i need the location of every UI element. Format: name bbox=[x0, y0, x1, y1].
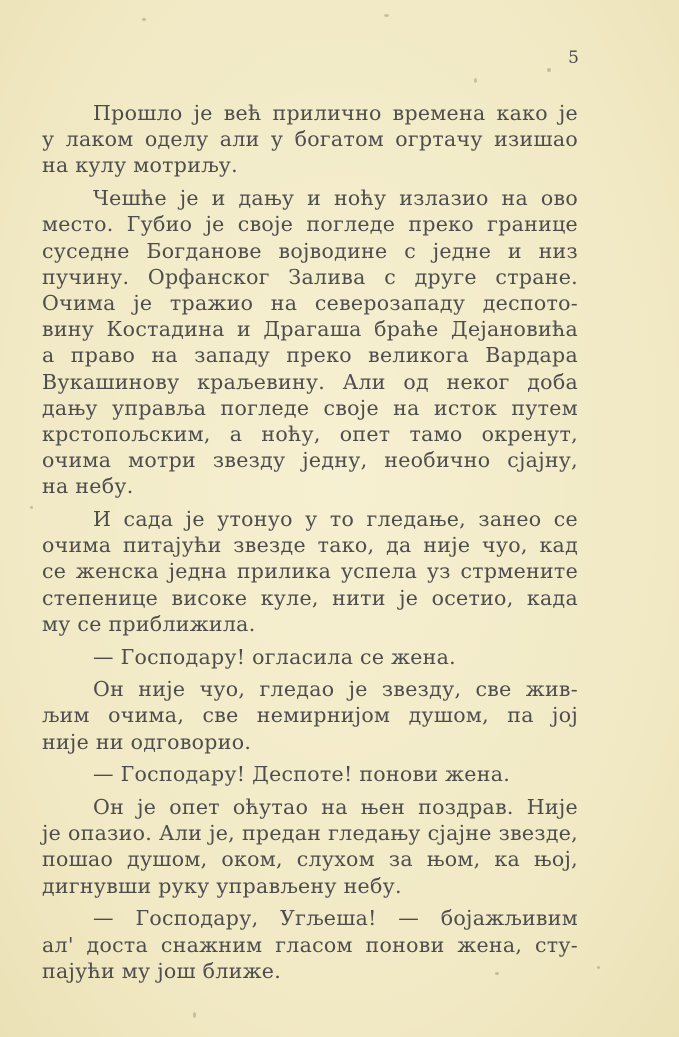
text-line: љим очима, све немирнијом душом, па јој bbox=[42, 703, 578, 728]
text-line: пајући му још ближе. bbox=[42, 958, 282, 983]
text-line: Он није чуо, гледао је звезду, све жив- bbox=[93, 677, 578, 702]
paragraph bbox=[42, 676, 578, 755]
text-line: Чешће је и дању и ноћу излазио на ово bbox=[93, 186, 578, 211]
dialogue-line bbox=[42, 644, 578, 670]
text-line: је опазио. Али је, предан гледању сјајне звезде, bbox=[42, 821, 578, 846]
text-line: вину Костадина и Драгаша браће Дејановића bbox=[42, 317, 578, 342]
text-line: место. Губио је своје погледе преко границе bbox=[42, 212, 578, 237]
text-line: ал' доста снажним гласом понови жена, сту- bbox=[42, 932, 578, 957]
text-line: Он је опет oћутао на њен поздрав. Није bbox=[93, 795, 578, 820]
text-line: се женска једна прилика успела уз стрмените bbox=[42, 559, 578, 584]
text-line: степенице високе куле, нити је осетио, када bbox=[42, 585, 578, 610]
body-text bbox=[42, 100, 578, 991]
text-line: а право на западу преко великога Вардара bbox=[42, 343, 578, 368]
paper-speck bbox=[495, 972, 499, 975]
text-line: на небу. bbox=[42, 474, 134, 499]
text-line: на кулу мотриљу. bbox=[42, 153, 238, 178]
paragraph bbox=[42, 185, 578, 499]
paper-speck bbox=[384, 14, 389, 17]
paragraph bbox=[42, 506, 578, 637]
text-line: није ни одговорио. bbox=[42, 729, 252, 754]
text-line: очима питајући звезде тако, да није чуо, кад bbox=[42, 533, 578, 558]
text-line: — Господару, Угљеша! — бојажљивим bbox=[93, 906, 578, 931]
text-line: — Господару! Деспоте! понови жена. bbox=[93, 762, 511, 787]
paper-speck bbox=[142, 18, 146, 21]
text-line: Прошло је већ прилично времена како је bbox=[93, 101, 578, 125]
text-line: дању управља погледе своје на исток путем bbox=[42, 395, 578, 420]
text-line: очима мотри звезду једну, необично сјајну, bbox=[42, 448, 578, 473]
text-line: И сада је утонуо у то гледање, занео се bbox=[93, 507, 578, 532]
text-line: пошао душом, оком, слухом за њом, ка њој, bbox=[42, 847, 578, 872]
text-line: му се приближила. bbox=[42, 611, 256, 636]
paragraph bbox=[42, 100, 578, 179]
text-line: пучину. Орфанског Залива с друге стране. bbox=[42, 264, 578, 289]
paper-speck bbox=[597, 966, 600, 969]
text-line: дигнувши руку управљену небу. bbox=[42, 873, 402, 898]
paper-speck bbox=[193, 1012, 196, 1018]
text-line: Очима је тражио на северозападу деспото- bbox=[42, 290, 578, 315]
text-line: крстопољским, а ноћу, опет тамо окренут, bbox=[42, 421, 578, 446]
paper-speck bbox=[547, 68, 551, 72]
paper-speck bbox=[30, 506, 33, 509]
paper-speck bbox=[474, 78, 477, 83]
dialogue-line bbox=[42, 761, 578, 787]
text-line: Вукашинову краљевину. Али од неког доба bbox=[42, 369, 578, 394]
text-line: у лаком оделу али у богатом огртачу изишао bbox=[42, 127, 578, 152]
text-line: суседне Богданове војводине с једне и низ bbox=[42, 238, 578, 263]
page-number: 5 bbox=[568, 48, 579, 68]
text-line: — Господару! огласила се жена. bbox=[93, 644, 456, 669]
paragraph bbox=[42, 794, 578, 899]
